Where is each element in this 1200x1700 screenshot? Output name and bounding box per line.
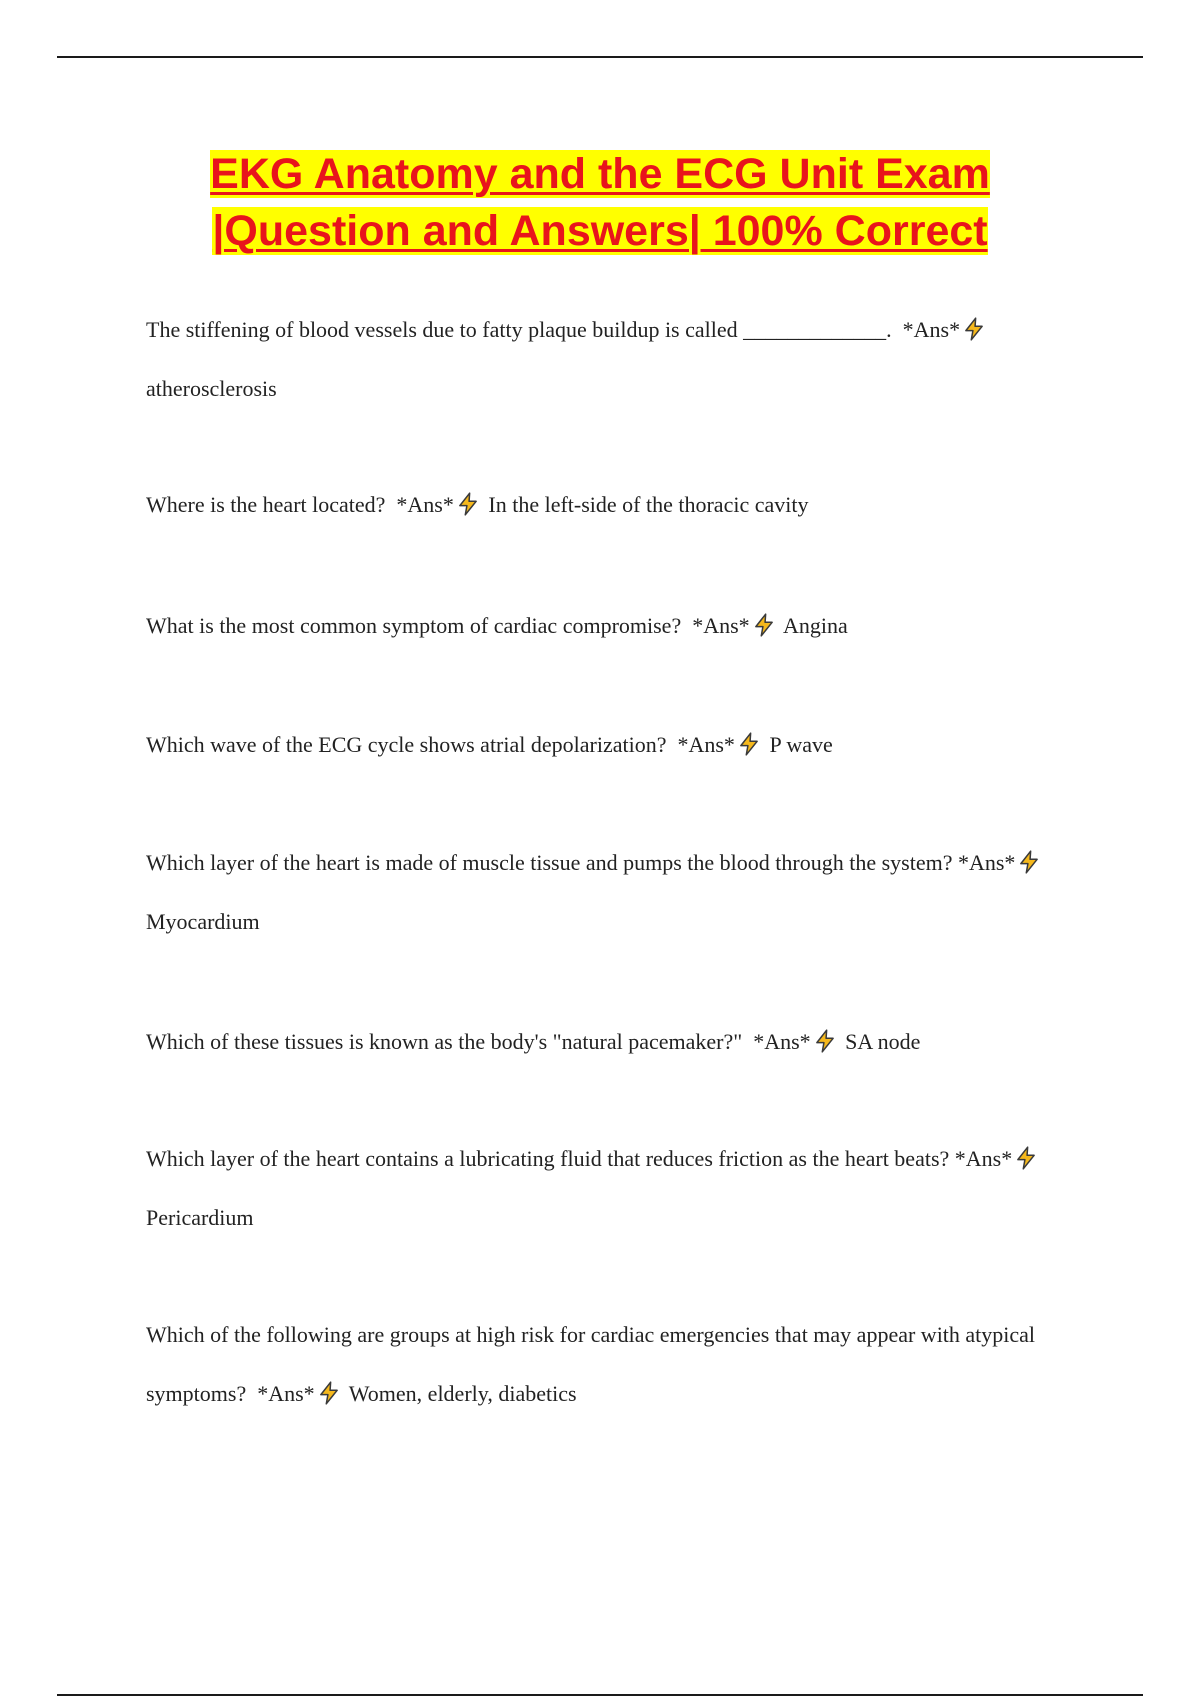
answer-text: Myocardium (146, 909, 260, 934)
answer-marker: *Ans* (692, 613, 750, 638)
answer-text: atherosclerosis (146, 376, 277, 401)
lightning-bolt-icon (736, 731, 762, 757)
lightning-bolt-icon (1013, 1145, 1039, 1171)
answer-marker: *Ans* (902, 317, 961, 342)
lightning-bolt-icon (1016, 849, 1042, 875)
answer-marker: *Ans* (957, 850, 1016, 875)
question-text: Which wave of the ECG cycle shows atrial depolarization? (146, 732, 667, 757)
question-text: Which layer of the heart is made of muscle tissue and pumps the blood through the system? (146, 850, 953, 875)
lightning-bolt-icon (812, 1028, 838, 1054)
answer-text: Angina (782, 613, 848, 638)
top-rule (57, 56, 1143, 58)
answer-text: P wave (769, 732, 833, 757)
lightning-bolt-icon (455, 491, 481, 517)
answer-marker: *Ans* (954, 1146, 1013, 1171)
qa-item (146, 1305, 1066, 1423)
answer-marker: *Ans* (396, 492, 454, 517)
answer-marker: *Ans* (753, 1029, 811, 1054)
question-text: The stiffening of blood vessels due to fatty plaque buildup is called _____________. (146, 317, 892, 342)
qa-item (146, 1129, 1066, 1247)
question-text: What is the most common symptom of cardiac compromise? (146, 613, 682, 638)
answer-marker: *Ans* (257, 1381, 315, 1406)
qa-item (146, 300, 1066, 418)
title-line-1: EKG Anatomy and the ECG Unit Exam (210, 150, 990, 198)
lightning-bolt-icon (316, 1380, 342, 1406)
answer-text: Pericardium (146, 1205, 254, 1230)
lightning-bolt-icon (961, 316, 987, 342)
lightning-bolt-icon (751, 612, 777, 638)
bottom-rule (57, 1694, 1143, 1696)
qa-item (146, 596, 1066, 655)
answer-marker: *Ans* (677, 732, 735, 757)
question-text: Which of these tissues is known as the body's "natural pacemaker?" (146, 1029, 743, 1054)
question-text: Where is the heart located? (146, 492, 386, 517)
qa-item (146, 475, 1066, 534)
document-title (0, 146, 1200, 260)
question-text: Which of the following are groups at high risk for cardiac emergencies that may appear with atypical symptoms? (146, 1322, 1036, 1406)
question-text: Which layer of the heart contains a lubricating fluid that reduces friction as the heart beats? (146, 1146, 950, 1171)
answer-text: Women, elderly, diabetics (348, 1381, 577, 1406)
qa-item (146, 715, 1066, 774)
qa-item (146, 1012, 1066, 1071)
answer-text: In the left-side of the thoracic cavity (488, 492, 809, 517)
title-line-2: |Question and Answers| 100% Correct (212, 207, 988, 255)
answer-text: SA node (845, 1029, 921, 1054)
qa-item (146, 833, 1066, 951)
